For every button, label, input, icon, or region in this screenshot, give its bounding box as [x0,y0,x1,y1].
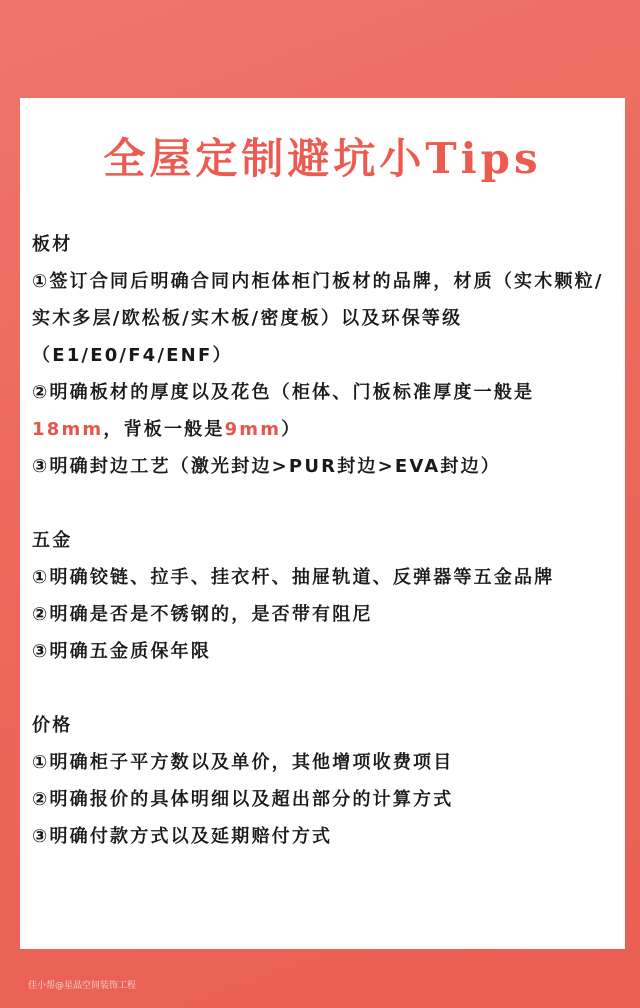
section-heading-price: 价格 [32,715,73,736]
page-title: 全屋定制避坑小Tips [103,134,542,183]
board-tip-2-text-b: ，背板一般是 [103,419,225,440]
backboard-thickness-value: 9mm [224,419,282,440]
tips-content [32,226,617,892]
section-price [32,707,617,855]
board-tip-3: ③明确封边工艺（激光封边>PUR封边>EVA封边） [32,456,502,477]
hardware-tip-2: ②明确是否是不锈钢的，是否带有阻尼 [32,604,373,625]
price-tip-3: ③明确付款方式以及延期赔付方式 [32,826,333,847]
watermark: 佳小帮@星晶空间装饰工程 [28,981,137,991]
board-tip-1: ①签订合同后明确合同内柜体柜门板材的品牌，材质（实木颗粒/实木多层/欧松板/实木板/密度板）以及环保等级（E1/E0/F4/ENF） [32,271,604,366]
section-heading-hardware: 五金 [32,530,73,551]
cabinet-thickness-value: 18mm [32,419,104,440]
board-tip-2-text-a: ②明确板材的厚度以及花色（柜体、门板标准厚度一般是 [32,382,535,403]
content-card [20,98,625,949]
section-heading-board: 板材 [32,234,73,255]
hardware-tip-3: ③明确五金质保年限 [32,641,212,662]
section-board [32,226,617,485]
price-tip-1: ①明确柜子平方数以及单价，其他增项收费项目 [32,752,454,773]
board-tip-2-text-c: ） [281,419,302,440]
price-tip-2: ②明确报价的具体明细以及超出部分的计算方式 [32,789,454,810]
section-hardware [32,522,617,670]
hardware-tip-1: ①明确铰链、拉手、挂衣杆、抽屉轨道、反弹器等五金品牌 [32,567,555,588]
board-tip-2 [32,374,617,448]
